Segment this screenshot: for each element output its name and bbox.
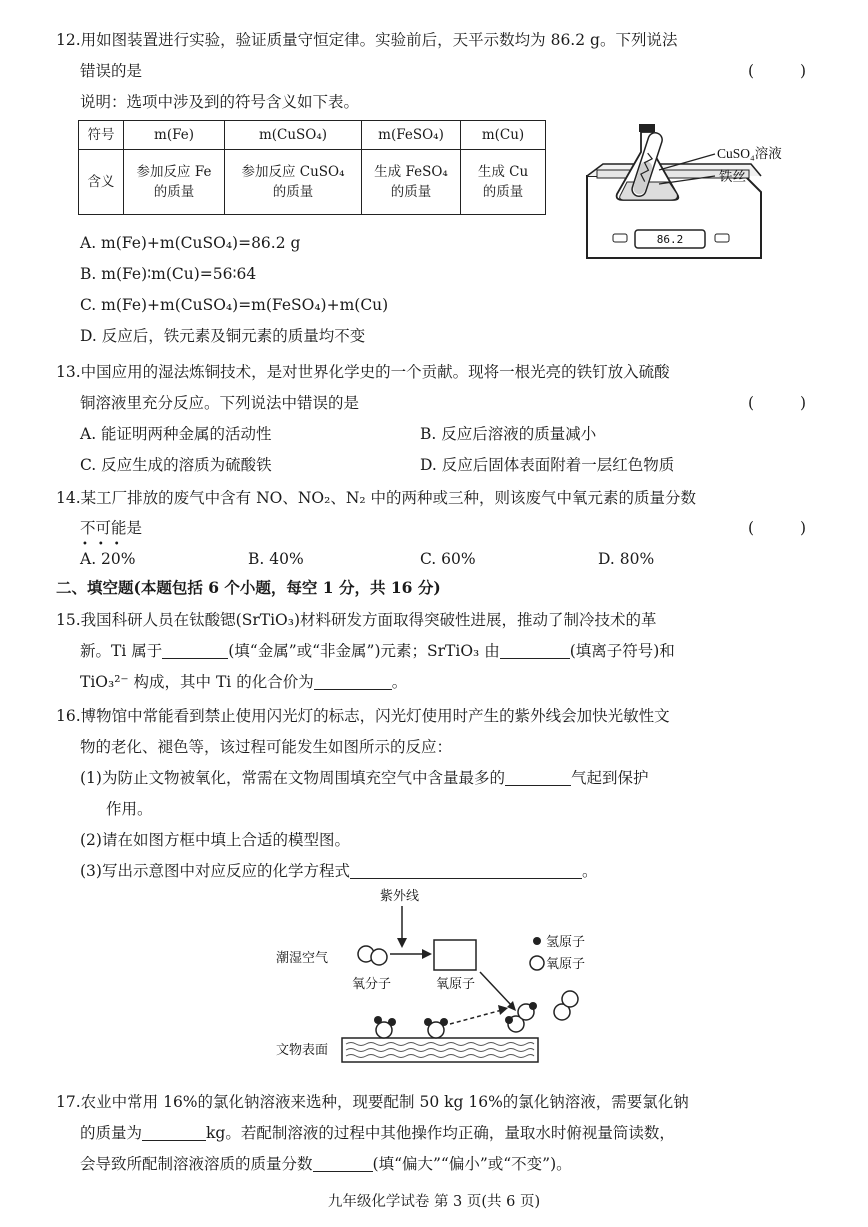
q14-answer-paren: ( ) (748, 519, 806, 537)
q14-emphasis-dots: ••• (82, 539, 130, 550)
table-row (79, 150, 546, 215)
label-cuso4-solution: CuSO₄溶液 (717, 146, 782, 161)
table-cell: 参加反应 CuSO₄ 的质量 (225, 150, 362, 215)
label-humid-air: 潮湿空气 (276, 950, 329, 965)
q16-sub1-cont: 作用。 (106, 800, 153, 818)
q12-answer-paren: ( ) (748, 62, 806, 80)
balance-figure (575, 118, 805, 268)
q14-option-d: D. 80% (598, 550, 655, 568)
table-cell: 参加反应 Fe 的质量 (124, 150, 225, 215)
fill-blank[interactable] (505, 769, 571, 786)
q12-stem-line2: 错误的是 (80, 62, 143, 80)
q17-stem-line2: 的质量为 kg。若配制溶液的过程中其他操作均正确，量取水时俯视量筒读数， (80, 1124, 675, 1142)
label-iron-wire: 铁丝 (719, 169, 746, 184)
legend-hydrogen-atom: 氢原子 (546, 934, 586, 949)
table-header-cell: m(Cu) (461, 121, 546, 150)
q13-stem-line1: 13.中国应用的湿法炼铜技术，是对世界化学史的一个贡献。现将一根光亮的铁钉放入硫酸 (56, 363, 670, 381)
fill-blank[interactable] (142, 1124, 206, 1141)
table-header-cell: 符号 (79, 121, 124, 150)
q16-stem-line1: 16.博物馆中常能看到禁止使用闪光灯的标志，闪光灯使用时产生的紫外线会加快光敏性文 (56, 707, 670, 725)
q15-stem-line3: TiO₃²⁻ 构成，其中 Ti 的化合价为 。 (80, 673, 408, 691)
q14-stem-line2: 不可能是 (80, 519, 143, 537)
q15-stem-line2: 新。Ti 属于 (填“金属”或“非金属”)元素；SrTiO₃ 由 (填离子符号)和 (80, 642, 675, 660)
fill-blank[interactable] (162, 642, 228, 659)
q12-option-d: D. 反应后，铁元素及铜元素的质量均不变 (80, 327, 366, 345)
q13-stem-line2: 铜溶液里充分反应。下列说法中错误的是 (80, 394, 360, 412)
fill-blank[interactable] (314, 673, 392, 690)
fill-blank[interactable] (350, 862, 582, 879)
table-header-cell: m(CuSO₄) (225, 121, 362, 150)
q14-option-b: B. 40% (248, 550, 304, 568)
label-oxygen-molecule: 氧分子 (352, 976, 392, 991)
q17-stem-line3: 会导致所配制溶液溶质的质量分数 (填“偏大”“偏小”或“不变”)。 (80, 1155, 572, 1173)
q16-sub3: (3)写出示意图中对应反应的化学方程式 。 (80, 862, 598, 880)
q16-sub1: (1)为防止文物被氧化，常需在文物周围填充空气中含量最多的 气起到保护 (80, 769, 649, 787)
label-artifact-surface: 文物表面 (276, 1042, 329, 1057)
q13-answer-paren: ( ) (748, 394, 806, 412)
q12-option-a: A. m(Fe)+m(CuSO₄)=86.2 g (80, 234, 301, 252)
q14-option-c: C. 60% (420, 550, 476, 568)
q13-option-a: A. 能证明两种金属的活动性 (80, 425, 272, 443)
table-row-label: 含义 (79, 150, 124, 215)
table-cell: 生成 Cu 的质量 (461, 150, 546, 215)
table-header-row (79, 121, 546, 150)
label-oxygen-atom: 氧原子 (436, 976, 476, 991)
q16-sub2: (2)请在如图方框中填上合适的模型图。 (80, 831, 350, 849)
q12-option-c: C. m(Fe)+m(CuSO₄)=m(FeSO₄)+m(Cu) (80, 296, 389, 314)
page-footer: 九年级化学试卷 第 3 页(共 6 页) (327, 1194, 541, 1210)
q16-stem-line2: 物的老化、褪色等，该过程可能发生如图所示的反应： (80, 738, 453, 756)
fill-blank[interactable] (500, 642, 570, 659)
table-header-cell: m(FeSO₄) (362, 121, 461, 150)
balance-display: 86.2 (656, 233, 684, 246)
table-cell: 生成 FeSO₄ 的质量 (362, 150, 461, 215)
q12-option-b: B. m(Fe)∶m(Cu)=56∶64 (80, 265, 257, 283)
symbol-table (78, 120, 546, 215)
q15-stem-line1: 15.我国科研人员在钛酸锶(SrTiO₃)材料研发方面取得突破性进展，推动了制冷技术的革 (56, 611, 657, 629)
legend-oxygen-atom: 氧原子 (546, 956, 586, 971)
q12-stem-line1: 12.用如图装置进行实验，验证质量守恒定律。实验前后，天平示数均为 86.2 g。下列说法 (56, 31, 678, 49)
q13-option-c: C. 反应生成的溶质为硫酸铁 (80, 456, 272, 474)
reaction-diagram (276, 884, 616, 1076)
q14-stem-line1: 14.某工厂排放的废气中含有 NO、NO₂、N₂ 中的两种或三种，则该废气中氧元素的质量分数 (56, 489, 697, 507)
q14-option-a: A. 20% (80, 550, 136, 568)
fill-blank[interactable] (313, 1155, 373, 1172)
q17-stem-line1: 17.农业中常用 16%的氯化钠溶液来选种，现要配制 50 kg 16%的氯化钠溶液，需要氯化钠 (56, 1093, 689, 1111)
q13-option-b: B. 反应后溶液的质量减小 (420, 425, 597, 443)
q13-option-d: D. 反应后固体表面附着一层红色物质 (420, 456, 675, 474)
section-heading: 二、填空题(本题包括 6 个小题，每空 1 分，共 16 分) (56, 578, 441, 597)
label-uv: 紫外线 (380, 888, 420, 903)
q12-note: 说明：选项中涉及到的符号含义如下表。 (80, 93, 360, 111)
table-header-cell: m(Fe) (124, 121, 225, 150)
